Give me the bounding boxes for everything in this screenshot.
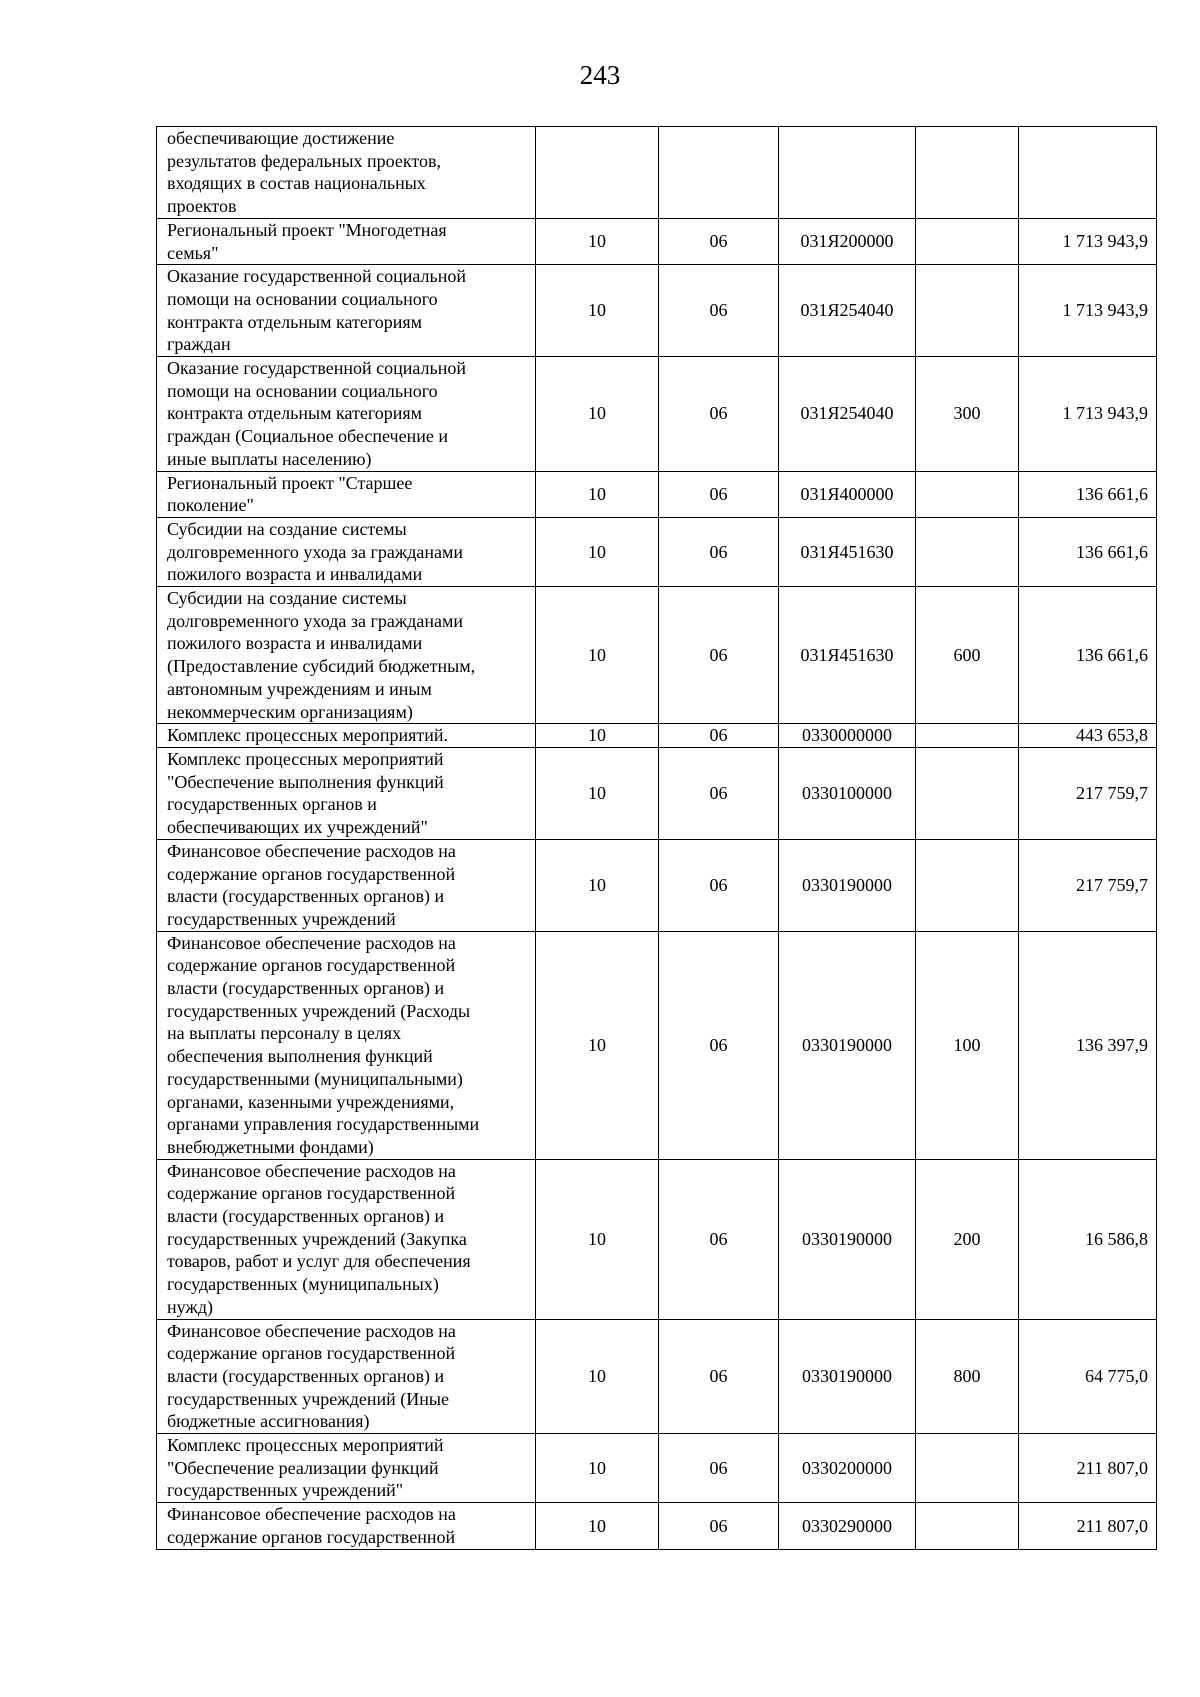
item-name <box>157 839 536 931</box>
amount: 1 713 943,9 <box>1019 357 1157 472</box>
item-name-line: государственных учреждений (Закупка <box>167 1228 467 1249</box>
item-name-line: проектов <box>167 196 237 217</box>
table-row <box>157 471 1157 517</box>
item-name <box>157 931 536 1159</box>
item-name-line: органами управления государственными <box>167 1114 480 1135</box>
item-name-line: содержание органов государственной <box>167 1183 456 1204</box>
target-article-code: 031Я451630 <box>779 517 916 586</box>
table-row <box>157 1319 1157 1434</box>
section-code: 10 <box>536 931 659 1159</box>
item-name-line: обеспечения выполнения функций <box>167 1046 433 1067</box>
item-name <box>157 517 536 586</box>
table-row <box>157 218 1157 264</box>
item-name-line: пожилого возраста и инвалидами <box>167 633 423 654</box>
subsection-code: 06 <box>659 724 779 748</box>
section-code: 10 <box>536 1434 659 1503</box>
item-name-line: обеспечивающие достижение <box>167 128 395 148</box>
item-name-line: органами, казенными учреждениями, <box>167 1091 455 1112</box>
item-name-line: контракта отдельным категориям <box>167 311 423 332</box>
item-name-line: Финансовое обеспечение расходов на <box>167 1320 456 1341</box>
item-name-line: внебюджетными фондами) <box>167 1136 374 1157</box>
item-name <box>157 1503 536 1549</box>
section-code: 10 <box>536 1319 659 1434</box>
target-article-code: 0330190000 <box>779 1159 916 1319</box>
amount: 64 775,0 <box>1019 1319 1157 1434</box>
item-name-line: Субсидии на создание системы <box>167 588 407 609</box>
subsection-code: 06 <box>659 357 779 472</box>
table-row <box>157 1159 1157 1319</box>
item-name-line: пожилого возраста и инвалидами <box>167 564 423 585</box>
item-name-line: Финансовое обеспечение расходов на <box>167 1160 456 1181</box>
item-name-line: содержание органов государственной <box>167 1343 456 1364</box>
item-name-line: Комплекс процессных мероприятий. <box>167 725 449 746</box>
item-name-line: власти (государственных органов) и <box>167 1365 445 1386</box>
expense-type-code: 800 <box>916 1319 1019 1434</box>
subsection-code: 06 <box>659 747 779 839</box>
amount: 136 661,6 <box>1019 587 1157 724</box>
item-name-line: содержание органов государственной <box>167 863 456 884</box>
expense-type-code <box>916 747 1019 839</box>
item-name-line: Оказание государственной социальной <box>167 266 466 287</box>
item-name-line: входящих в состав национальных <box>167 173 426 194</box>
section-code: 10 <box>536 218 659 264</box>
item-name-line: долговременного ухода за гражданами <box>167 610 464 631</box>
table-row <box>157 517 1157 586</box>
item-name-line: "Обеспечение реализации функций <box>167 1457 439 1478</box>
table-row <box>157 747 1157 839</box>
item-name <box>157 747 536 839</box>
expense-type-code: 200 <box>916 1159 1019 1319</box>
item-name-line: содержание органов государственной <box>167 1526 456 1547</box>
item-name-line: товаров, работ и услуг для обеспечения <box>167 1251 471 1272</box>
target-article-code: 031Я254040 <box>779 357 916 472</box>
item-name-line: государственными (муниципальными) <box>167 1068 463 1089</box>
table-body <box>157 127 1157 1550</box>
table-row <box>157 931 1157 1159</box>
item-name-line: иные выплаты населению) <box>167 448 372 469</box>
item-name-line: на выплаты персоналу в целях <box>167 1023 402 1044</box>
subsection-code: 06 <box>659 471 779 517</box>
item-name-line: Региональный проект "Старшее <box>167 472 413 493</box>
item-name-line: поколение" <box>167 495 254 516</box>
item-name-line: содержание органов государственной <box>167 955 456 976</box>
table-row <box>157 1434 1157 1503</box>
target-article-code: 0330100000 <box>779 747 916 839</box>
expense-type-code: 100 <box>916 931 1019 1159</box>
subsection-code: 06 <box>659 218 779 264</box>
item-name <box>157 587 536 724</box>
section-code <box>536 127 659 219</box>
target-article-code: 031Я200000 <box>779 218 916 264</box>
item-name-line: контракта отдельным категориям <box>167 403 423 424</box>
target-article-code: 0330190000 <box>779 839 916 931</box>
section-code: 10 <box>536 517 659 586</box>
section-code: 10 <box>536 724 659 748</box>
item-name-line: государственных учреждений" <box>167 1480 404 1501</box>
target-article-code: 0330000000 <box>779 724 916 748</box>
item-name <box>157 1319 536 1434</box>
amount: 443 653,8 <box>1019 724 1157 748</box>
item-name-line: автономным учреждениям и иным <box>167 678 432 699</box>
item-name-line: "Обеспечение выполнения функций <box>167 771 444 792</box>
item-name <box>157 265 536 357</box>
item-name-line: обеспечивающих их учреждений" <box>167 817 428 838</box>
table-row <box>157 839 1157 931</box>
target-article-code: 0330290000 <box>779 1503 916 1549</box>
expense-type-code <box>916 127 1019 219</box>
section-code: 10 <box>536 587 659 724</box>
item-name <box>157 218 536 264</box>
item-name-line: некоммерческим организациям) <box>167 701 413 722</box>
subsection-code: 06 <box>659 1319 779 1434</box>
subsection-code: 06 <box>659 517 779 586</box>
item-name <box>157 724 536 748</box>
section-code: 10 <box>536 1159 659 1319</box>
subsection-code: 06 <box>659 265 779 357</box>
subsection-code: 06 <box>659 839 779 931</box>
item-name <box>157 1434 536 1503</box>
section-code: 10 <box>536 471 659 517</box>
item-name-line: власти (государственных органов) и <box>167 978 445 999</box>
item-name <box>157 127 536 219</box>
item-name-line: Региональный проект "Многодетная <box>167 219 447 240</box>
section-code: 10 <box>536 839 659 931</box>
item-name-line: Финансовое обеспечение расходов на <box>167 1504 456 1525</box>
item-name-line: результатов федеральных проектов, <box>167 150 441 171</box>
amount: 136 661,6 <box>1019 471 1157 517</box>
target-article-code: 0330190000 <box>779 1319 916 1434</box>
expense-type-code <box>916 839 1019 931</box>
expense-type-code <box>916 1434 1019 1503</box>
subsection-code <box>659 127 779 219</box>
item-name-line: Комплекс процессных мероприятий <box>167 748 444 769</box>
expense-type-code <box>916 218 1019 264</box>
amount: 1 713 943,9 <box>1019 218 1157 264</box>
table-row <box>157 265 1157 357</box>
expense-type-code <box>916 1503 1019 1549</box>
item-name-line: Комплекс процессных мероприятий <box>167 1435 444 1456</box>
item-name-line: государственных учреждений <box>167 908 396 929</box>
item-name-line: Оказание государственной социальной <box>167 358 466 379</box>
item-name-line: власти (государственных органов) и <box>167 1206 445 1227</box>
subsection-code: 06 <box>659 587 779 724</box>
item-name <box>157 1159 536 1319</box>
target-article-code: 0330190000 <box>779 931 916 1159</box>
page-number: 243 <box>579 60 621 90</box>
item-name-line: граждан <box>167 334 231 355</box>
section-code: 10 <box>536 357 659 472</box>
item-name-line: долговременного ухода за гражданами <box>167 541 464 562</box>
amount: 217 759,7 <box>1019 839 1157 931</box>
target-article-code: 0330200000 <box>779 1434 916 1503</box>
section-code: 10 <box>536 265 659 357</box>
table-row <box>157 127 1157 219</box>
item-name-line: помощи на основании социального <box>167 288 438 309</box>
item-name-line: Финансовое обеспечение расходов на <box>167 932 456 953</box>
item-name-line: семья" <box>167 242 219 263</box>
amount: 211 807,0 <box>1019 1434 1157 1503</box>
table-row <box>157 587 1157 724</box>
target-article-code: 031Я254040 <box>779 265 916 357</box>
item-name-line: граждан (Социальное обеспечение и <box>167 426 448 447</box>
item-name-line: нужд) <box>167 1296 213 1317</box>
amount <box>1019 127 1157 219</box>
subsection-code: 06 <box>659 1159 779 1319</box>
section-code: 10 <box>536 1503 659 1549</box>
expense-type-code <box>916 724 1019 748</box>
table-row <box>157 724 1157 748</box>
item-name-line: власти (государственных органов) и <box>167 886 445 907</box>
target-article-code: 031Я400000 <box>779 471 916 517</box>
expense-type-code <box>916 517 1019 586</box>
amount: 136 397,9 <box>1019 931 1157 1159</box>
amount: 217 759,7 <box>1019 747 1157 839</box>
subsection-code: 06 <box>659 1503 779 1549</box>
expense-type-code <box>916 265 1019 357</box>
item-name <box>157 357 536 472</box>
expense-type-code <box>916 471 1019 517</box>
budget-table <box>156 126 1157 1550</box>
item-name-line: государственных учреждений (Иные <box>167 1388 449 1409</box>
item-name-line: Субсидии на создание системы <box>167 518 407 539</box>
item-name-line: помощи на основании социального <box>167 380 438 401</box>
subsection-code: 06 <box>659 1434 779 1503</box>
table-row <box>157 1503 1157 1549</box>
expense-type-code: 600 <box>916 587 1019 724</box>
item-name <box>157 471 536 517</box>
amount: 16 586,8 <box>1019 1159 1157 1319</box>
amount: 211 807,0 <box>1019 1503 1157 1549</box>
target-article-code <box>779 127 916 219</box>
item-name-line: Финансовое обеспечение расходов на <box>167 840 456 861</box>
amount: 1 713 943,9 <box>1019 265 1157 357</box>
target-article-code: 031Я451630 <box>779 587 916 724</box>
expense-type-code: 300 <box>916 357 1019 472</box>
table-row <box>157 357 1157 472</box>
item-name-line: государственных (муниципальных) <box>167 1274 439 1295</box>
subsection-code: 06 <box>659 931 779 1159</box>
item-name-line: бюджетные ассигнования) <box>167 1411 370 1432</box>
item-name-line: (Предоставление субсидий бюджетным, <box>167 656 476 677</box>
item-name-line: государственных органов и <box>167 794 377 815</box>
item-name-line: государственных учреждений (Расходы <box>167 1000 471 1021</box>
section-code: 10 <box>536 747 659 839</box>
amount: 136 661,6 <box>1019 517 1157 586</box>
